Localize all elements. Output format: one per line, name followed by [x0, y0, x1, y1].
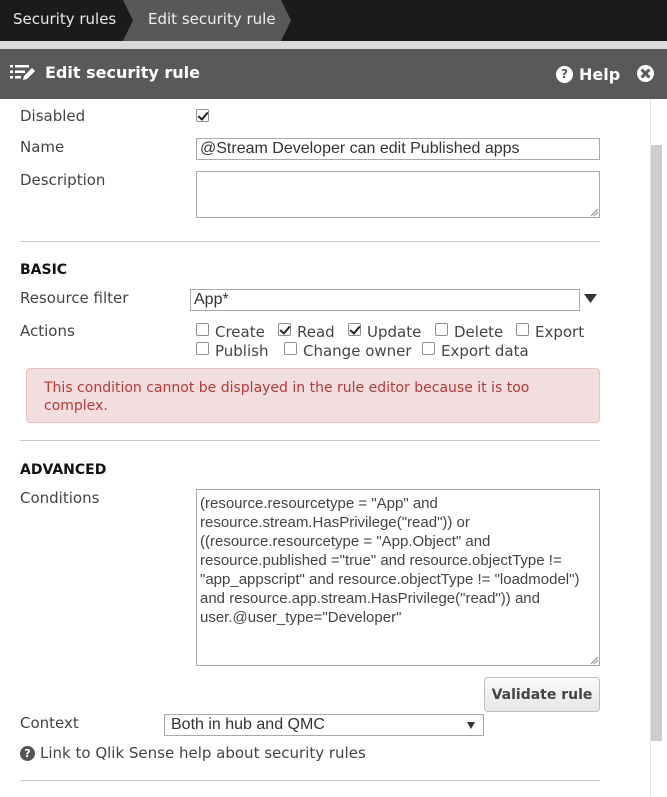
chevron-down-icon: [467, 722, 475, 729]
advanced-heading: ADVANCED: [20, 462, 107, 478]
resource-filter-label: Resource filter: [20, 289, 129, 307]
action-export-data-checkbox[interactable]: [422, 342, 435, 355]
action-publish-checkbox[interactable]: [196, 342, 209, 355]
breadcrumb-item-edit-security-rule[interactable]: [123, 0, 291, 41]
action-export-data-label: Export data: [441, 342, 529, 360]
conditions-label: Conditions: [20, 489, 100, 507]
basic-heading: BASIC: [20, 262, 68, 278]
action-change-owner-label: Change owner: [303, 342, 412, 360]
breadcrumb: [0, 0, 667, 41]
complex-condition-alert: [26, 368, 600, 423]
action-publish-label: Publish: [215, 342, 269, 360]
question-icon: ?: [20, 746, 35, 761]
help-icon: ?: [556, 66, 573, 83]
conditions-field[interactable]: [196, 489, 600, 666]
context-select[interactable]: [164, 714, 484, 736]
breadcrumb-item-security-rules[interactable]: Security rules: [13, 10, 117, 28]
divider: [20, 780, 600, 781]
help-link[interactable]: [20, 744, 366, 762]
disabled-label: Disabled: [20, 107, 86, 125]
breadcrumb-item-label: Edit security rule: [148, 10, 276, 28]
action-read-checkbox[interactable]: [278, 323, 291, 336]
name-label: Name: [20, 138, 65, 156]
panel-header: [0, 49, 667, 99]
description-field[interactable]: [196, 171, 600, 218]
action-read-label: Read: [297, 323, 335, 341]
scrollbar-thumb[interactable]: [651, 145, 662, 741]
action-delete-checkbox[interactable]: [435, 323, 448, 336]
page-title: Edit security rule: [45, 63, 200, 82]
divider: [20, 440, 600, 441]
action-delete-label: Delete: [454, 323, 504, 341]
action-export-checkbox[interactable]: [516, 323, 529, 336]
disabled-checkbox[interactable]: [196, 109, 209, 122]
action-update-label: Update: [367, 323, 422, 341]
list-edit-icon: [10, 63, 36, 87]
resource-filter-input[interactable]: [190, 289, 580, 311]
name-field[interactable]: [196, 138, 600, 160]
action-change-owner-checkbox[interactable]: [284, 342, 297, 355]
resize-grip-icon[interactable]: [590, 656, 598, 664]
alert-text: This condition cannot be displayed in the rule editor because it is too complex.: [44, 380, 530, 414]
validate-rule-button[interactable]: Validate rule: [484, 677, 600, 712]
chevron-down-icon[interactable]: [584, 294, 597, 303]
action-export-label: Export: [535, 323, 585, 341]
actions-label: Actions: [20, 322, 75, 340]
help-label: Help: [579, 64, 621, 84]
action-create-checkbox[interactable]: [196, 323, 209, 336]
description-label: Description: [20, 171, 106, 189]
context-label: Context: [20, 714, 79, 732]
help-button[interactable]: [556, 64, 620, 84]
resize-grip-icon[interactable]: [590, 208, 598, 216]
close-icon[interactable]: [637, 65, 654, 82]
action-update-checkbox[interactable]: [348, 323, 361, 336]
action-create-label: Create: [215, 323, 265, 341]
divider: [20, 241, 600, 242]
help-link-text: Link to Qlik Sense help about security rules: [40, 744, 366, 762]
divider-strip: [0, 41, 667, 49]
context-selected-value: Both in hub and QMC: [171, 716, 325, 733]
